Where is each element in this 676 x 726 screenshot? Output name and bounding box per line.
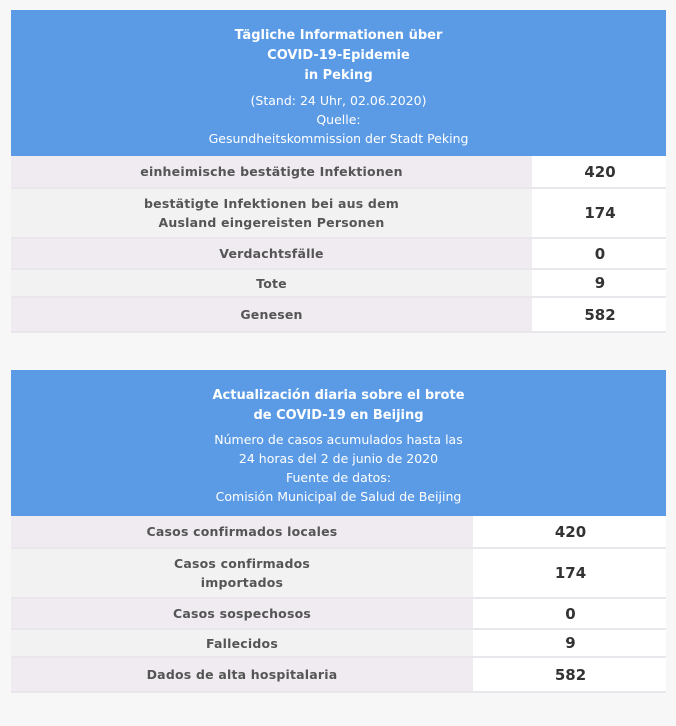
- table-row: [11, 188, 666, 238]
- spanish-stats-table: [11, 516, 666, 693]
- table-row: [11, 156, 666, 188]
- row-label: Casos confirmados locales: [11, 516, 474, 548]
- row-value: 420: [533, 156, 666, 188]
- row-value: 9: [533, 269, 666, 297]
- german-subtitle: (Stand: 24 Uhr, 02.06.2020) Quelle: Gesundheitskommission der Stadt Peking: [208, 93, 469, 146]
- row-value: 174: [474, 548, 666, 598]
- row-label: Casos confirmados importados: [11, 548, 474, 598]
- table-row: [11, 657, 666, 692]
- table-row: [11, 516, 666, 548]
- spanish-subtitle: Número de casos acumulados hasta las 24 horas del 2 de junio de 2020 Fuente de datos: Comisión Municipal de Salud de Beijing: [214, 432, 463, 504]
- table-row: [11, 629, 666, 657]
- table-row: [11, 269, 666, 297]
- row-label: Dados de alta hospitalaria: [11, 657, 474, 692]
- row-label: einheimische bestätigte Infektionen: [11, 156, 533, 188]
- row-label: bestätigte Infektionen bei aus dem Ausland eingereisten Personen: [11, 188, 533, 238]
- row-value: 9: [474, 629, 666, 657]
- table-row: [11, 238, 666, 269]
- row-value: 174: [533, 188, 666, 238]
- row-value: 420: [474, 516, 666, 548]
- table-row: [11, 297, 666, 332]
- spanish-title: Actualización diaria sobre el brote de COVID-19 en Beijing: [212, 388, 465, 423]
- row-label: Casos sospechosos: [11, 598, 474, 629]
- table-row: [11, 598, 666, 629]
- german-stats-card: [11, 10, 666, 333]
- row-value: 582: [474, 657, 666, 692]
- spanish-stats-card: [11, 370, 666, 693]
- row-value: 582: [533, 297, 666, 332]
- row-label: Fallecidos: [11, 629, 474, 657]
- table-row: [11, 548, 666, 598]
- row-label: Tote: [11, 269, 533, 297]
- row-label: Genesen: [11, 297, 533, 332]
- row-value: 0: [474, 598, 666, 629]
- german-title: Tägliche Informationen über COVID-19-Epidemie in Peking: [234, 28, 443, 83]
- row-label: Verdachtsfälle: [11, 238, 533, 269]
- german-stats-table: [11, 156, 666, 333]
- german-header: [11, 10, 666, 156]
- spanish-header: [11, 370, 666, 516]
- row-value: 0: [533, 238, 666, 269]
